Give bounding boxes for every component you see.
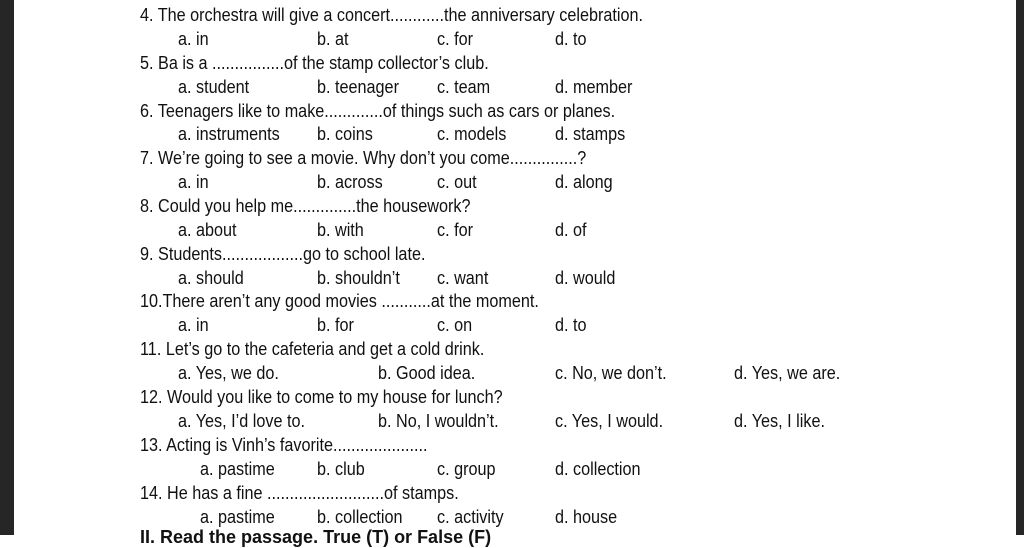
question-8: 8. Could you help me..............the housework? — [140, 196, 471, 216]
question-13-option-d: d. collection — [555, 459, 641, 479]
question-7-option-a: a. in — [178, 172, 209, 192]
question-10-option-c: c. on — [437, 315, 473, 335]
question-13-option-c: c. group — [437, 459, 496, 479]
question-9-option-a: a. should — [178, 268, 244, 288]
question-14-option-b: b. collection — [317, 507, 403, 527]
question-6-option-b: b. coins — [317, 124, 373, 144]
question-7: 7. We’re going to see a movie. Why don’t you come...............? — [140, 148, 587, 168]
question-7-option-c: c. out — [437, 172, 477, 192]
question-10-option-b: b. for — [317, 315, 354, 335]
question-7-option-b: b. across — [317, 172, 383, 192]
question-14-option-a: a. pastime — [200, 507, 275, 527]
question-4-option-c: c. for — [437, 29, 474, 49]
question-8-option-a: a. about — [178, 220, 237, 240]
question-13-option-a: a. pastime — [200, 459, 275, 479]
question-11-option-c: c. No, we don’t. — [555, 363, 667, 383]
question-4-option-b: b. at — [317, 29, 349, 49]
question-12: 12. Would you like to come to my house for lunch? — [140, 387, 503, 407]
question-4-option-d: d. to — [555, 29, 587, 49]
question-6-option-a: a. instruments — [178, 124, 280, 144]
question-5-option-c: c. team — [437, 77, 491, 97]
question-7-option-d: d. along — [555, 172, 613, 192]
question-12-option-d: d. Yes, I like. — [734, 411, 825, 431]
question-6: 6. Teenagers like to make.............of things such as cars or planes. — [140, 101, 616, 121]
worksheet-page — [14, 0, 1016, 547]
question-13: 13. Acting is Vinh’s favorite..................... — [140, 435, 428, 455]
question-6-option-c: c. models — [437, 124, 507, 144]
left-screen-border — [0, 0, 14, 535]
question-10-option-a: a. in — [178, 315, 209, 335]
right-screen-border — [1016, 0, 1024, 535]
question-5-option-d: d. member — [555, 77, 633, 97]
question-10-option-d: d. to — [555, 315, 587, 335]
question-9-option-c: c. want — [437, 268, 489, 288]
question-14: 14. He has a fine ..........................of stamps. — [140, 483, 459, 503]
question-9: 9. Students..................go to school late. — [140, 244, 426, 264]
question-12-option-a: a. Yes, I’d love to. — [178, 411, 305, 431]
question-8-option-d: d. of — [555, 220, 587, 240]
question-10: 10.There aren’t any good movies ...........at the moment. — [140, 291, 539, 311]
question-5-option-a: a. student — [178, 77, 250, 97]
question-4-option-a: a. in — [178, 29, 209, 49]
question-11: 11. Let’s go to the cafeteria and get a cold drink. — [140, 339, 485, 359]
question-12-option-c: c. Yes, I would. — [555, 411, 664, 431]
question-11-option-b: b. Good idea. — [378, 363, 476, 383]
question-14-option-c: c. activity — [437, 507, 504, 527]
next-section-heading-cutoff: II. Read the passage. True (T) or False (F) — [140, 527, 492, 547]
question-14-option-d: d. house — [555, 507, 618, 527]
question-12-option-b: b. No, I wouldn’t. — [378, 411, 499, 431]
question-11-option-a: a. Yes, we do. — [178, 363, 279, 383]
question-11-option-d: d. Yes, we are. — [734, 363, 841, 383]
question-5-option-b: b. teenager — [317, 77, 399, 97]
question-9-option-b: b. shouldn’t — [317, 268, 400, 288]
question-8-option-b: b. with — [317, 220, 364, 240]
question-6-option-d: d. stamps — [555, 124, 626, 144]
question-13-option-b: b. club — [317, 459, 365, 479]
question-8-option-c: c. for — [437, 220, 474, 240]
question-9-option-d: d. would — [555, 268, 616, 288]
question-5: 5. Ba is a ................of the stamp collector’s club. — [140, 53, 489, 73]
question-4: 4. The orchestra will give a concert............the anniversary celebration. — [140, 5, 644, 25]
